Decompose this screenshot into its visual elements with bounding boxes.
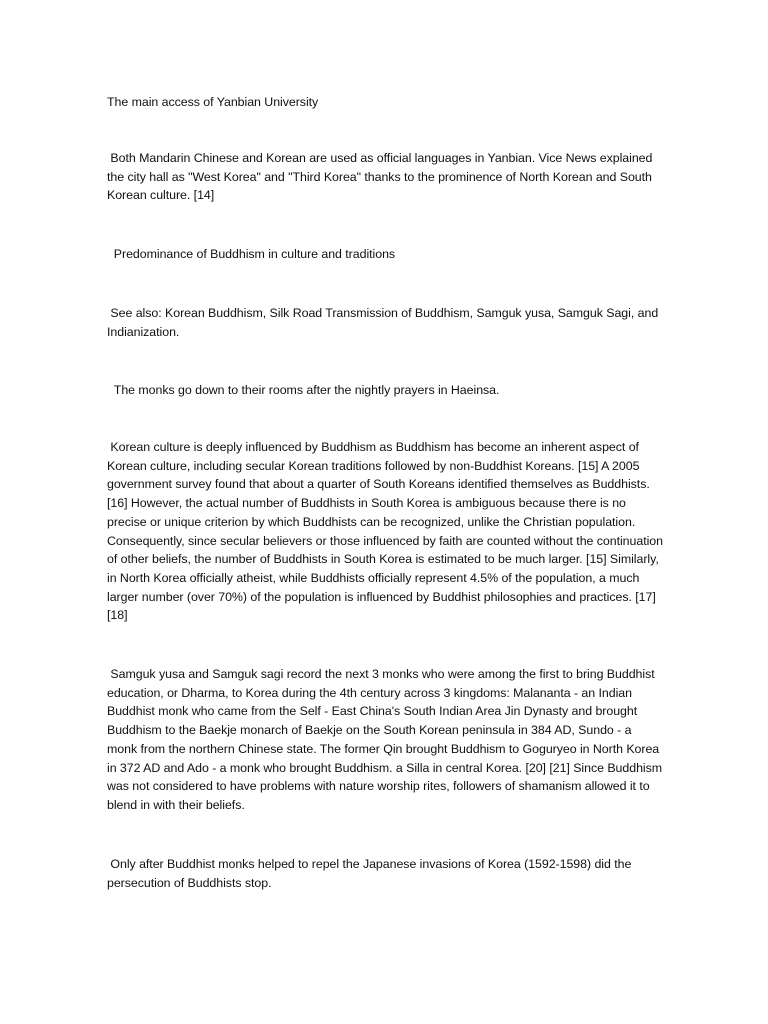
paragraph-see-also: See also: Korean Buddhism, Silk Road Transmission of Buddhism, Samguk yusa, Samguk Sagi, and Indianization. bbox=[107, 306, 662, 339]
paragraph-caption-yanbian: The main access of Yanbian University bbox=[107, 95, 319, 109]
paragraph-korean-culture: Korean culture is deeply influenced by Buddhism as Buddhism has become an inherent aspect of Korean culture, including secular Korean traditions followed by non-Buddhist Koreans. [15] A 2005 government survey found that about a quarter of South Koreans identified themselves as Buddhists. [16] However, the actual number of Buddhists in South Korea is ambiguous because there is no precise or unique criterion by which Buddhists can be recognized, unlike the Christian population. Consequently, since secular believers or those influenced by faith are counted without the continuation of other beliefs, the number of Buddhists in South Korea is estimated to be much larger. [15] Similarly, in North Korea officially atheist, while Buddhists officially represent 4.5% of the population, a much larger number (over 70%) of the population is influenced by Buddhist philosophies and practices. [17] [18] bbox=[107, 440, 667, 623]
paragraph-heading-buddhism: Predominance of Buddhism in culture and traditions bbox=[107, 247, 396, 261]
paragraph-languages: Both Mandarin Chinese and Korean are used as official languages in Yanbian. Vice News explained the city hall as "West Korea" and "Third Korea" thanks to the prominence of North Korean and South Korean culture. [14] bbox=[107, 151, 656, 203]
paragraph-persecution: Only after Buddhist monks helped to repel the Japanese invasions of Korea (1592-1598) did the persecution of Buddhists stop. bbox=[107, 857, 635, 890]
paragraph-caption-haeinsa: The monks go down to their rooms after the nightly prayers in Haeinsa. bbox=[107, 383, 500, 397]
paragraph-samguk: Samguk yusa and Samguk sagi record the next 3 monks who were among the first to bring Buddhist education, or Dharma, to Korea during the 4th century across 3 kingdoms: Malananta - an Indian Buddhist monk who came from the Self - East China's South Indian Area Jin Dynasty and brought Buddhism to the Baekje monarch of Baekje on the South Korean peninsula in 384 AD, Sundo - a monk from the northern Chinese state. The former Qin brought Buddhism to Goguryeo in North Korea in 372 AD and Ado - a monk who brought Buddhism. a Silla in central Korea. [20] [21] Since Buddhism was not considered to have problems with nature worship rites, followers of shamanism allowed it to blend in with their beliefs. bbox=[107, 667, 666, 812]
